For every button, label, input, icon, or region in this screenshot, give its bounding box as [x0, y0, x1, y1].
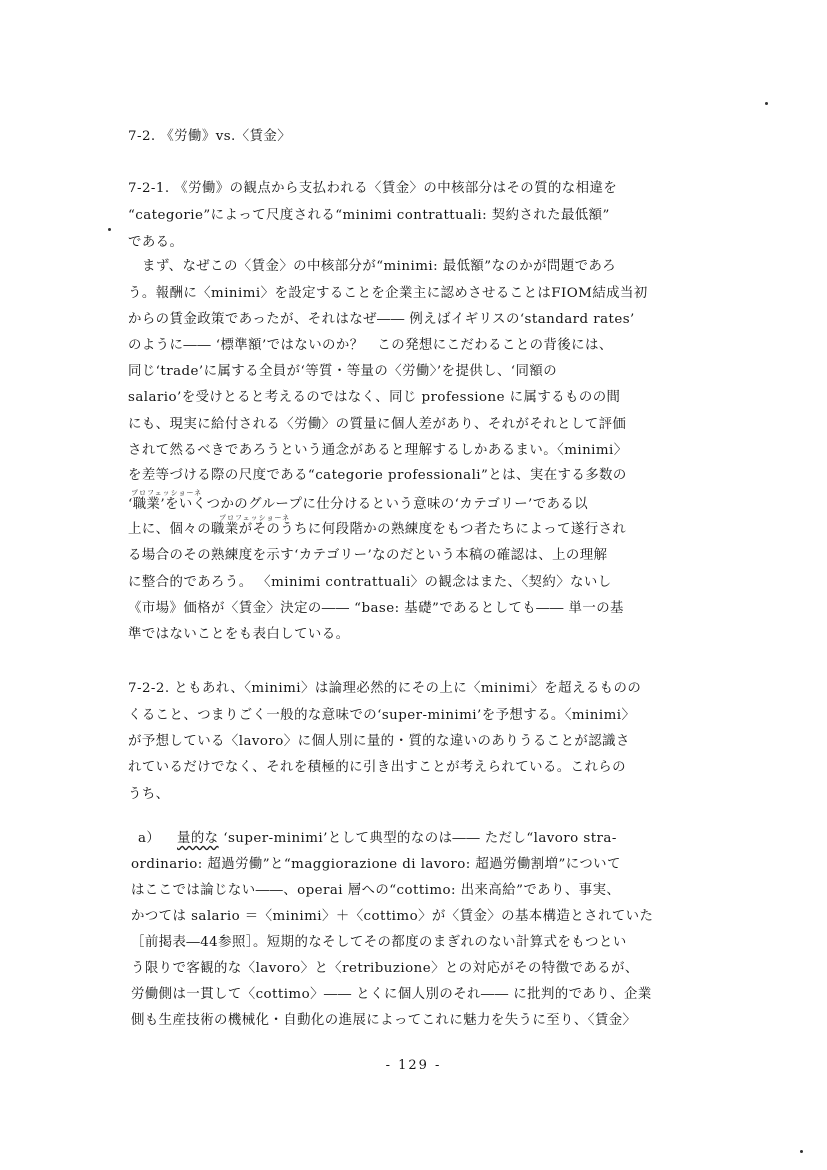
- text-line: かつては salario ＝〈minimi〉＋〈cottimo〉が〈賃金〉の基本構造とされていた: [131, 909, 654, 924]
- ruby-annotation: プロフェッショーネ: [131, 489, 203, 497]
- item-label: a）: [138, 831, 161, 846]
- text-line: 《市場》価格が〈賃金〉決定の―― “base: 基礎”であるとしても―― 単一の基: [128, 601, 624, 616]
- emphasized-keyword: 量的な: [177, 831, 219, 846]
- text-line: である。: [128, 235, 184, 250]
- item-a-first-line: [138, 830, 617, 848]
- text-line: る場合のその熟練度を示す‘カテゴリー’なのだという本稿の確認は、上の理解: [128, 548, 608, 563]
- text-line: が予想している〈lavoro〉に個人別に量的・質的な違いのありうることが認識さ: [128, 734, 630, 749]
- text-line: のように―― ‘標準額’ではないのか？ この発想にこだわることの背後には、: [128, 338, 613, 353]
- text-line: 同じ‘trade’に属する全員が‘等質・等量の〈労働〉’を提供し、‘同額の: [128, 364, 558, 379]
- text-line: 7-2-2. ともあれ、〈minimi〉は論理必然的にその上に〈minimi〉を超えるものの: [128, 681, 642, 696]
- text-line: 7-2-1. 《労働》の観点から支払われる〈賃金〉の中核部分はその質的な相違を: [128, 181, 618, 196]
- text-span: ‘super-minimi’として典型的なのは―― ただし“lavoro stra-: [223, 831, 617, 846]
- scan-speck: [765, 102, 768, 105]
- text-line: う。報酬に〈minimi〉を設定することを企業主に認めさせることはFIOM結成当初: [128, 286, 648, 301]
- text-line: salario’を受けとると考えるのではなく、同じ professione に属するものの間: [128, 390, 621, 405]
- text-line: はここでは論じない――、operai 層への“cottimo: 出来高給”であり、事実、: [131, 883, 621, 898]
- page-number: - 129 -: [385, 1058, 442, 1073]
- text-line: 労働側は一貫して〈cottimo〉―― とくに個人別のそれ―― に批判的であり、企業: [131, 987, 652, 1002]
- scan-speck: [800, 1150, 803, 1153]
- text-line: 側も生産技術の機械化・自動化の進展によってこれに魅力を失うに至り、〈賃金〉: [131, 1013, 637, 1028]
- text-line: ［前掲表―44参照］。短期的なそしてその都度のまぎれのない計算式をもつとい: [131, 935, 627, 950]
- section-heading: 7-2. 《労働》vs.〈賃金〉: [128, 129, 292, 144]
- text-line: 準ではないことをも表白している。: [128, 627, 350, 642]
- text-line: まず、なぜこの〈賃金〉の中核部分が“minimi: 最低額”なのかが問題であろ: [142, 259, 617, 274]
- text-line: う限りで客観的な〈lavoro〉と〈retribuzione〉との対応がその特徴であるが、: [131, 961, 639, 976]
- text-line: “categorie”によって尺度される“minimi contrattuali: 契約された最低額”: [128, 208, 610, 223]
- ruby-annotation: プロフェッショーネ: [219, 514, 291, 522]
- text-line: 上に、個々の職業がそのうちに何段階かの熟練度をもつ者たちによって遂行され: [128, 522, 627, 537]
- scan-speck: [108, 228, 111, 231]
- text-line: れているだけでなく、それを積極的に引き出すことが考えられている。これらの: [128, 760, 626, 775]
- text-line: くること、つまりごく一般的な意味での‘super-minimi’を予想する。〈minimi〉: [128, 708, 636, 723]
- text-line: にも、現実に給付される〈労働〉の質量に個人差があり、それがそれとして評価: [128, 417, 627, 432]
- text-line: を差等づける際の尺度である“categorie professionali”とは、実在する多数の: [128, 468, 627, 483]
- text-line: ‘職業’をいくつかのグループに仕分けるという意味の‘カテゴリー’である以: [128, 497, 589, 512]
- text-line: ordinario: 超過労働”と“maggiorazione di lavoro: 超過労働割増”について: [131, 857, 621, 872]
- text-line: からの賃金政策であったが、それはなぜ―― 例えばイギリスの‘standard rates’: [128, 312, 635, 327]
- text-line: されて然るべきであろうという通念があると理解するしかあるまい。〈minimi〉: [128, 443, 628, 458]
- text-line: に整合的であろう。 〈minimi contrattuali〉の観念はまた、〈契約〉ないし: [128, 575, 612, 590]
- text-line: うち、: [128, 787, 170, 802]
